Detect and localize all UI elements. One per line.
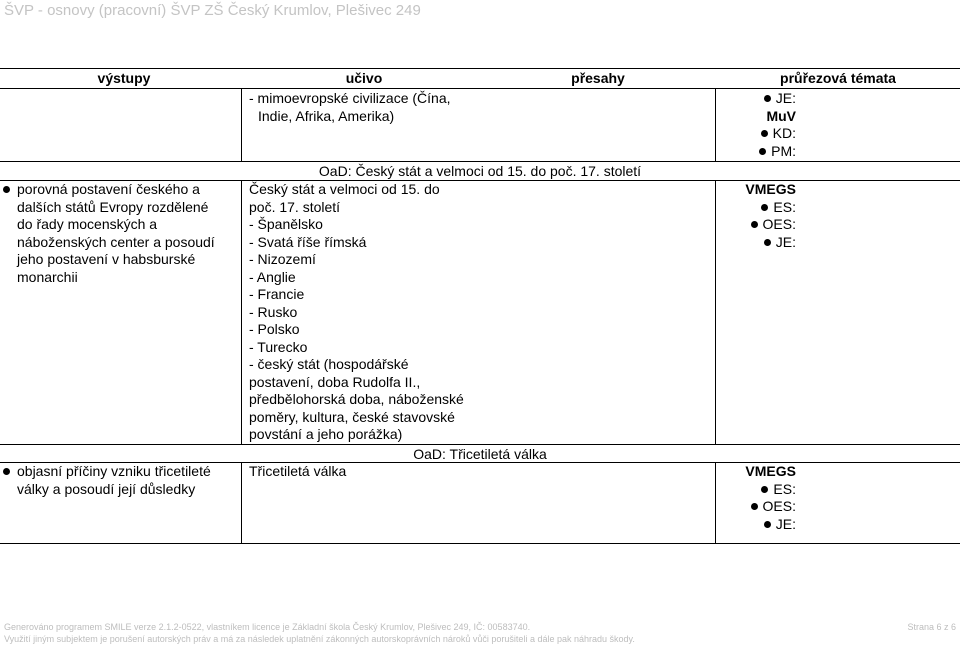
vystupy-item: porovná postavení českého a dalších států Evropy rozdělené do řady mocenských a náboženských center a posoudí jeho postavení v habsburské monarchii bbox=[2, 181, 238, 286]
bullet-icon bbox=[764, 521, 771, 528]
bullet-icon bbox=[751, 221, 758, 228]
column-header-presahy: přesahy bbox=[571, 70, 625, 86]
bullet-icon bbox=[3, 468, 10, 475]
curriculum-table bbox=[0, 68, 960, 544]
temata-cell bbox=[716, 463, 796, 533]
footer-copyright: Využití jiným subjektem je porušení autorských práv a má za následek uplatnění zákonných autorskoprávních nároků vůči porušiteli a dále pak náhradu škody. bbox=[4, 634, 635, 644]
table-header-row bbox=[0, 69, 960, 89]
temata-cell bbox=[716, 181, 796, 251]
column-divider bbox=[241, 463, 242, 543]
footer-license: Generováno programem SMILE verze 2.1.2-0522, vlastníkem licence je Základní škola Český Krumlov, Plešivec 249, IČ: 00583740. bbox=[4, 622, 531, 632]
temata-item: JE: bbox=[716, 516, 796, 534]
temata-item: ES: bbox=[716, 199, 796, 217]
temata-item: OES: bbox=[716, 216, 796, 234]
temata-item: PM: bbox=[716, 143, 796, 161]
temata-heading: MuV bbox=[766, 107, 796, 124]
column-header-vystupy: výstupy bbox=[97, 70, 151, 86]
vystupy-cell bbox=[2, 181, 238, 286]
column-header-ucivo: učivo bbox=[345, 70, 383, 86]
temata-cell bbox=[716, 90, 796, 160]
temata-heading: VMEGS bbox=[745, 181, 796, 197]
bullet-icon bbox=[764, 95, 771, 102]
temata-item: ES: bbox=[716, 481, 796, 499]
ucivo-line: - mimoevropské civilizace (Čína, bbox=[249, 90, 451, 106]
header-title: ŠVP - osnovy (pracovní) ŠVP ZŠ Český Krumlov, Plešivec 249 bbox=[4, 2, 421, 19]
temata-heading: VMEGS bbox=[745, 463, 796, 479]
bullet-icon bbox=[759, 148, 766, 155]
column-divider bbox=[241, 89, 242, 162]
bullet-icon bbox=[761, 204, 768, 211]
oad-heading: OaD: Český stát a velmoci od 15. do poč. 17. století bbox=[318, 163, 642, 179]
bullet-icon bbox=[761, 486, 768, 493]
column-divider bbox=[241, 181, 242, 445]
bullet-icon bbox=[751, 503, 758, 510]
temata-item: OES: bbox=[716, 498, 796, 516]
temata-item: KD: bbox=[716, 125, 796, 143]
vystupy-item: objasní příčiny vzniku třicetileté války a posoudí její důsledky bbox=[2, 463, 238, 498]
ucivo-line: Indie, Afrika, Amerika) bbox=[258, 107, 395, 124]
column-header-prurezova-temata: průřezová témata bbox=[780, 70, 896, 86]
ucivo-cell: Český stát a velmoci od 15. do poč. 17. století - Španělsko - Svatá říše římská - Nizozemí - Anglie - Francie - Rusko - Polsko - Turecko - český stát (hospodářské postavení, doba Rudolfa II., předbělohorská doba, náboženské poměry, kultura, české stavovské povstání a jeho porážka) bbox=[249, 181, 464, 442]
oad-heading: OaD: Třicetiletá válka bbox=[413, 446, 547, 462]
page-number: Strana 6 z 6 bbox=[907, 622, 956, 632]
temata-item: JE: bbox=[716, 90, 796, 108]
temata-item: JE: bbox=[716, 234, 796, 252]
bullet-icon bbox=[764, 239, 771, 246]
vystupy-cell bbox=[2, 463, 238, 498]
bullet-icon bbox=[761, 130, 768, 137]
ucivo-cell bbox=[249, 90, 489, 125]
ucivo-cell: Třicetiletá válka bbox=[249, 463, 347, 479]
bullet-icon bbox=[3, 186, 10, 193]
